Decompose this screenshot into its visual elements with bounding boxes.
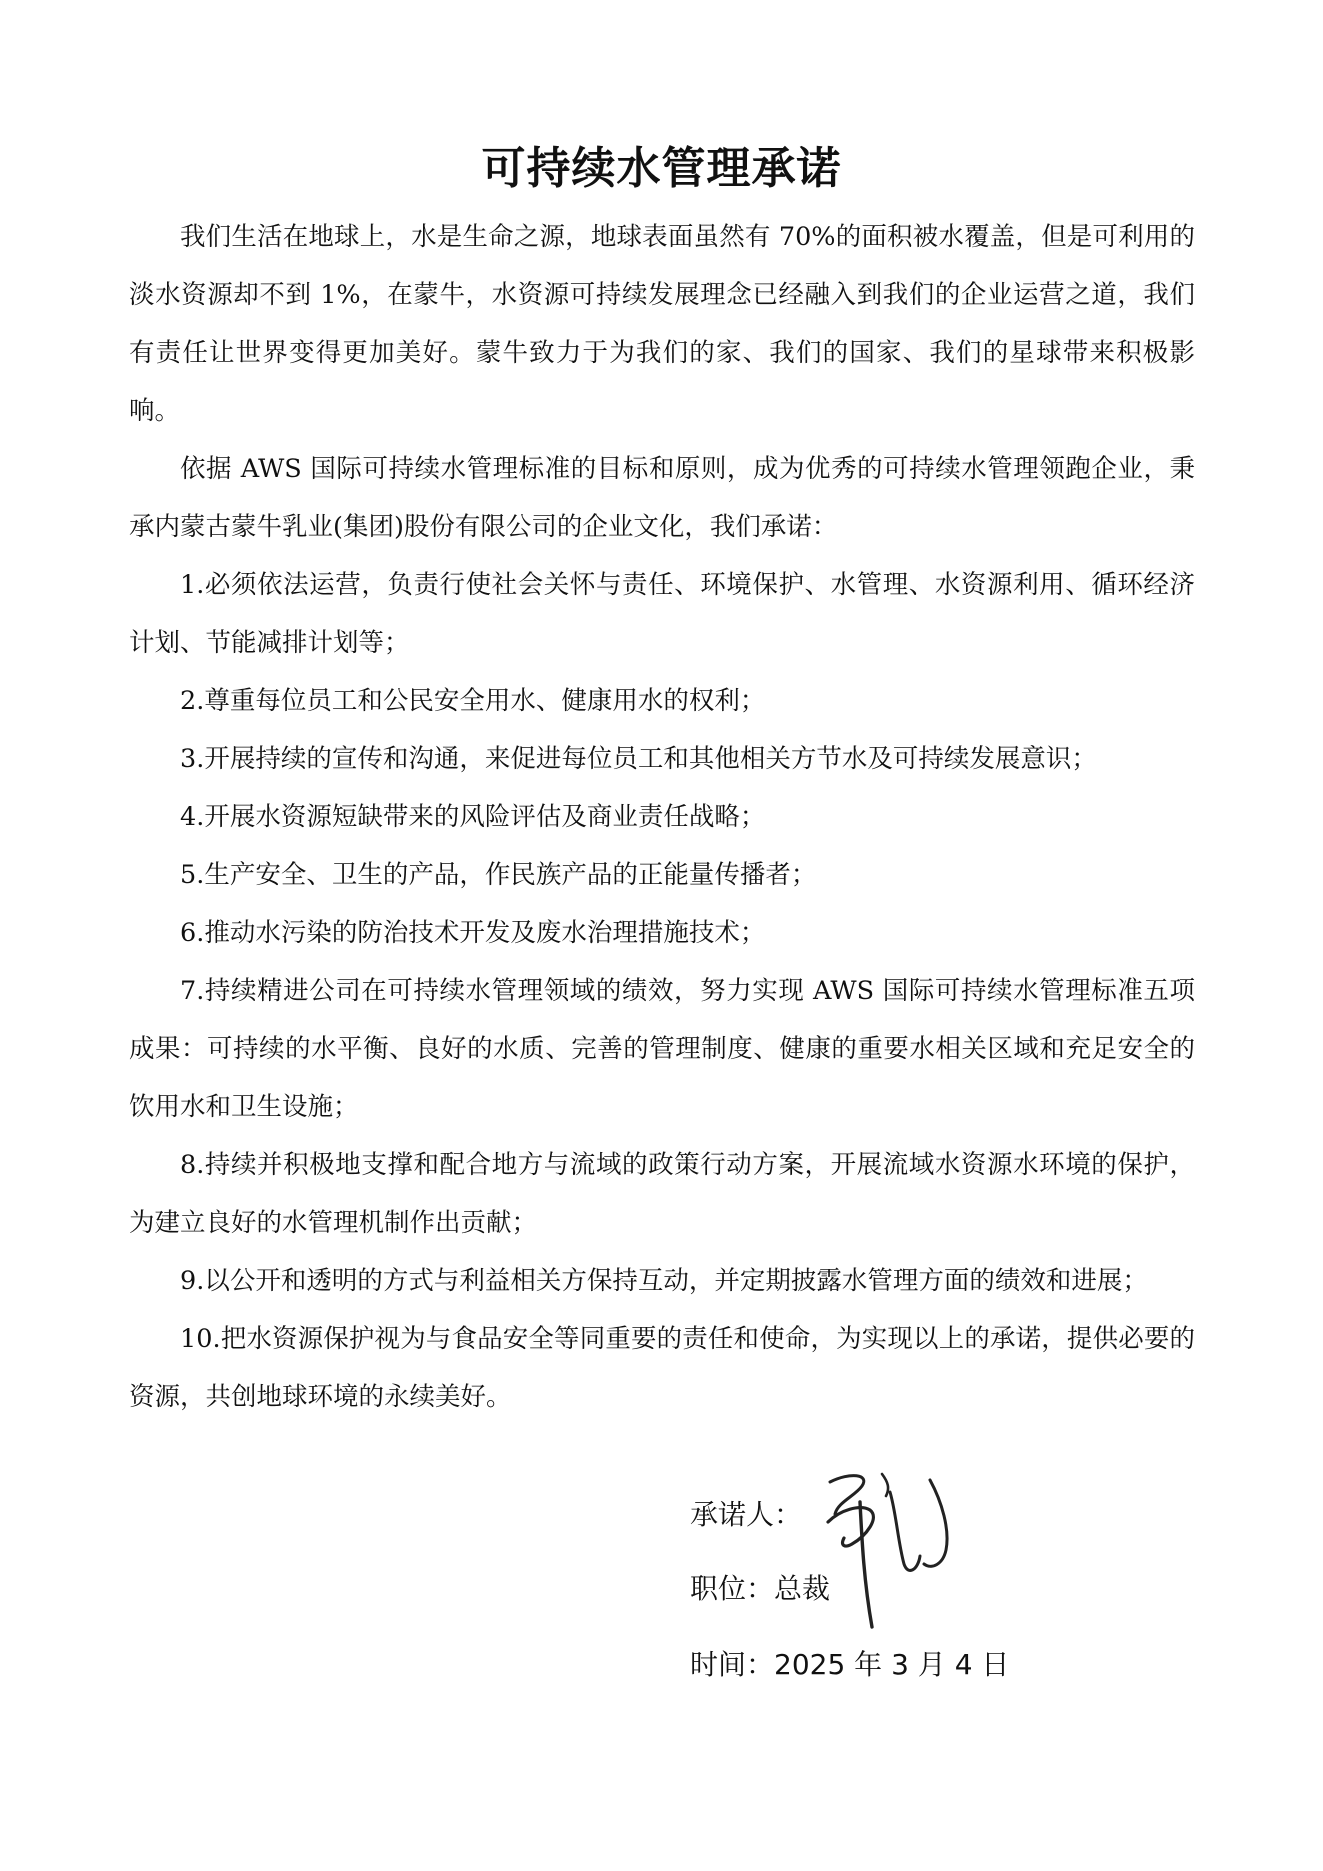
pledger-line xyxy=(690,1493,802,1533)
document-body xyxy=(129,208,1195,1426)
paragraph-intro: 我们生活在地球上，水是生命之源，地球表面虽然有 70%的面积被水覆盖，但是可利用的淡水资源却不到 1%，在蒙牛，水资源可持续发展理念已经融入到我们的企业运营之道，我们有责任让世界变得更加美好。蒙牛致力于为我们的家、我们的国家、我们的星球带来积极影响。 xyxy=(129,222,1195,426)
commitment-item-6: 6.推动水污染的防治技术开发及废水治理措施技术； xyxy=(180,918,766,948)
pledger-label: 承诺人： xyxy=(690,1498,803,1531)
commitment-item-5: 5.生产安全、卫生的产品，作民族产品的正能量传播者； xyxy=(180,860,817,890)
commitment-item-10: 10.把水资源保护视为与食品安全等同重要的责任和使命，为实现以上的承诺，提供必要的资源，共创地球环境的永续美好。 xyxy=(129,1324,1195,1412)
commitment-item-9: 9.以公开和透明的方式与利益相关方保持互动，并定期披露水管理方面的绩效和进展； xyxy=(180,1266,1148,1296)
commitment-item-3: 3.开展持续的宣传和沟通，来促进每位员工和其他相关方节水及可持续发展意识； xyxy=(180,744,1097,774)
commitment-item-2: 2.尊重每位员工和公民安全用水、健康用水的权利； xyxy=(180,686,766,716)
date-label: 时间： xyxy=(690,1648,775,1681)
paragraph-basis: 依据 AWS 国际可持续水管理标准的目标和原则，成为优秀的可持续水管理领跑企业，秉承内蒙古蒙牛乳业(集团)股份有限公司的企业文化，我们承诺： xyxy=(129,454,1195,542)
document-title: 可持续水管理承诺 xyxy=(481,143,842,194)
date-value: 2025 年 3 月 4 日 xyxy=(774,1648,1010,1681)
position-value: 总裁 xyxy=(774,1572,831,1605)
commitment-item-1: 1.必须依法运营，负责行使社会关怀与责任、环境保护、水管理、水资源利用、循环经济计划、节能减排计划等； xyxy=(129,570,1195,658)
handwritten-signature xyxy=(800,1452,1000,1652)
position-label: 职位： xyxy=(690,1572,775,1605)
commitment-item-8: 8.持续并积极地支撑和配合地方与流域的政策行动方案，开展流域水资源水环境的保护，为建立良好的水管理机制作出贡献； xyxy=(129,1150,1195,1238)
commitment-item-7: 7.持续精进公司在可持续水管理领域的绩效，努力实现 AWS 国际可持续水管理标准五项成果：可持续的水平衡、良好的水质、完善的管理制度、健康的重要水相关区域和充足安全的饮用水和卫生设施； xyxy=(129,976,1195,1122)
commitment-item-4: 4.开展水资源短缺带来的风险评估及商业责任战略； xyxy=(180,802,766,832)
